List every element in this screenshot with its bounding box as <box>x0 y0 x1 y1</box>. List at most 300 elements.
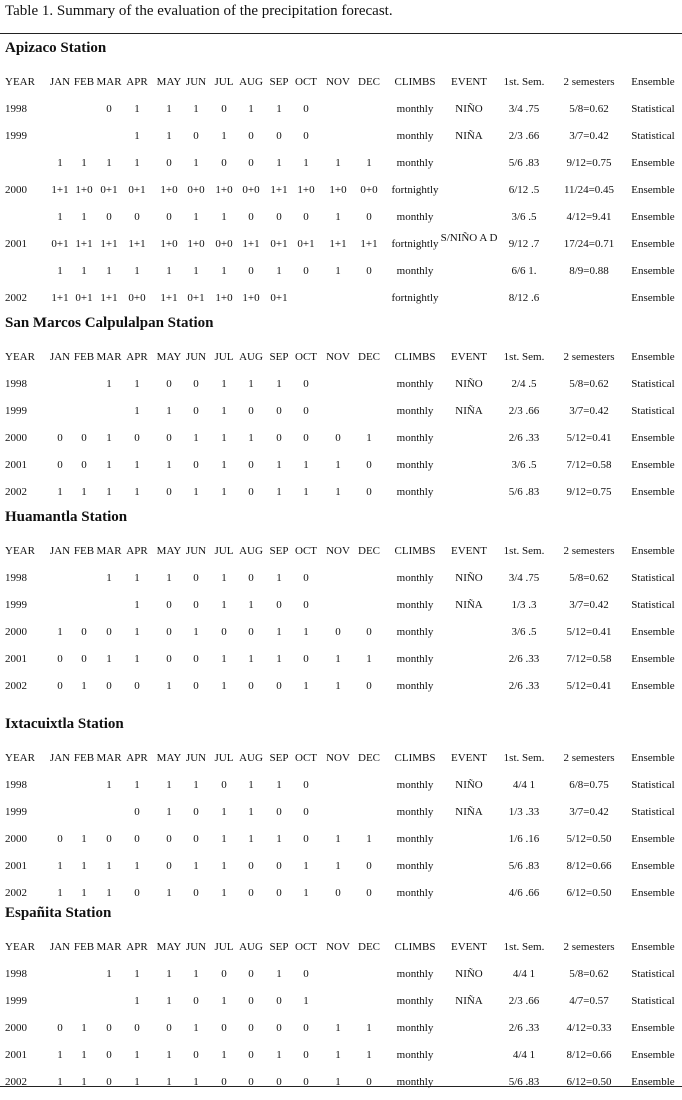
cell-month: 0 <box>276 211 282 223</box>
cell-month: 1 <box>303 626 309 638</box>
cell-climbs: monthly <box>396 1049 434 1061</box>
header-climbs: CLIMBS <box>394 545 436 557</box>
cell-month: 1+1 <box>270 184 288 196</box>
cell-ensemble: Statistical <box>631 599 675 611</box>
cell-ensemble: Ensemble <box>631 626 675 638</box>
cell-year: 2000 <box>5 432 27 444</box>
table-row <box>0 967 682 981</box>
header-month: APR <box>126 545 148 557</box>
cell-sem1: 9/12 .7 <box>508 238 540 250</box>
cell-sem2: 6/8=0.75 <box>569 779 609 791</box>
cell-month: 1 <box>221 806 227 818</box>
header-row <box>0 350 682 364</box>
cell-month: 0 <box>303 265 309 277</box>
cell-year: 2002 <box>5 680 27 692</box>
cell-sem1: 2/3 .66 <box>508 995 540 1007</box>
cell-month: 1 <box>57 486 63 498</box>
table-row <box>0 625 682 639</box>
header-month: NOV <box>326 752 350 764</box>
cell-month: 1+0 <box>297 184 315 196</box>
cell-month: 1 <box>221 432 227 444</box>
cell-month: 1 <box>193 1022 199 1034</box>
cell-month: 1 <box>276 572 282 584</box>
station-title: San Marcos Calpulalpan Station <box>5 315 214 331</box>
cell-month: 1+0 <box>215 292 233 304</box>
cell-sem1: 4/4 1 <box>512 779 536 791</box>
cell-ensemble: Ensemble <box>631 1076 675 1088</box>
cell-climbs: monthly <box>396 599 434 611</box>
cell-month: 1 <box>276 653 282 665</box>
cell-ensemble: Statistical <box>631 995 675 1007</box>
header-month: MAR <box>96 76 122 88</box>
cell-event: NIÑO <box>455 378 483 390</box>
table-row <box>0 778 682 792</box>
cell-month: 1 <box>366 432 372 444</box>
cell-month: 0 <box>193 378 199 390</box>
cell-month: 1 <box>166 995 172 1007</box>
cell-month: 1+0 <box>160 184 178 196</box>
cell-month: 1 <box>248 599 254 611</box>
cell-month: 0 <box>366 211 372 223</box>
cell-sem1: 5/6 .83 <box>508 486 540 498</box>
cell-month: 0 <box>276 680 282 692</box>
cell-month: 1 <box>81 265 87 277</box>
cell-month: 1 <box>276 626 282 638</box>
header-month: APR <box>126 351 148 363</box>
table-row <box>0 377 682 391</box>
cell-sem1: 4/4 1 <box>512 1049 536 1061</box>
header-climbs: CLIMBS <box>394 752 436 764</box>
cell-month: 1 <box>221 378 227 390</box>
cell-sem2: 6/12=0.50 <box>566 887 612 899</box>
table-row <box>0 431 682 445</box>
header-month: NOV <box>326 545 350 557</box>
cell-month: 0 <box>57 680 63 692</box>
cell-event: NIÑO <box>455 103 483 115</box>
cell-month: 1 <box>335 680 341 692</box>
cell-month: 1 <box>193 157 199 169</box>
header-ensemble: Ensemble <box>631 752 675 764</box>
cell-month: 1 <box>221 599 227 611</box>
cell-month: 1 <box>193 211 199 223</box>
cell-year: 2002 <box>5 486 27 498</box>
cell-month: 0 <box>106 626 112 638</box>
header-event: EVENT <box>450 351 488 363</box>
cell-month: 1 <box>335 653 341 665</box>
cell-ensemble: Statistical <box>631 130 675 142</box>
cell-climbs: monthly <box>396 887 434 899</box>
header-month: DEC <box>358 941 380 953</box>
cell-year: 2001 <box>5 459 27 471</box>
cell-month: 1 <box>335 486 341 498</box>
cell-month: 0 <box>81 626 87 638</box>
cell-month: 1+1 <box>360 238 378 250</box>
cell-month: 0+0 <box>215 238 233 250</box>
cell-year: 1999 <box>5 130 27 142</box>
cell-sem2: 5/8=0.62 <box>569 378 609 390</box>
cell-sem2: 7/12=0.58 <box>566 653 612 665</box>
header-month: NOV <box>326 76 350 88</box>
cell-sem1: 2/4 .5 <box>511 378 537 390</box>
cell-month: 1 <box>134 599 140 611</box>
cell-sem2: 5/12=0.41 <box>566 626 612 638</box>
cell-climbs: monthly <box>396 378 434 390</box>
cell-sem1: 4/4 1 <box>512 968 536 980</box>
header-month: JAN <box>49 545 71 557</box>
header-event: EVENT <box>450 76 488 88</box>
cell-month: 1 <box>106 486 112 498</box>
cell-month: 0 <box>303 211 309 223</box>
cell-month: 0 <box>366 860 372 872</box>
cell-year: 2000 <box>5 1022 27 1034</box>
header-ensemble: Ensemble <box>631 351 675 363</box>
cell-month: 1 <box>248 432 254 444</box>
cell-month: 1 <box>166 968 172 980</box>
cell-month: 1 <box>81 157 87 169</box>
header-event: EVENT <box>450 941 488 953</box>
header-year: YEAR <box>5 941 35 953</box>
table-row <box>0 679 682 693</box>
cell-event: NIÑA <box>455 405 483 417</box>
cell-month: 0 <box>248 887 254 899</box>
cell-month: 0 <box>248 459 254 471</box>
header-month: JAN <box>49 941 71 953</box>
cell-sem2: 8/12=0.66 <box>566 1049 612 1061</box>
header-event: EVENT <box>450 752 488 764</box>
cell-sem1: 1/3 .3 <box>511 599 537 611</box>
cell-sem1: 2/6 .33 <box>508 1022 540 1034</box>
cell-climbs: monthly <box>396 833 434 845</box>
cell-month: 1 <box>81 1049 87 1061</box>
cell-month: 0 <box>221 1076 227 1088</box>
cell-sem2: 9/12=0.75 <box>566 157 612 169</box>
cell-month: 1+0 <box>75 184 93 196</box>
table-row <box>0 485 682 499</box>
cell-month: 0 <box>303 432 309 444</box>
header-row <box>0 75 682 89</box>
cell-month: 0 <box>166 833 172 845</box>
cell-month: 0 <box>276 887 282 899</box>
cell-month: 0 <box>276 995 282 1007</box>
table-row <box>0 832 682 846</box>
cell-month: 1 <box>134 157 140 169</box>
cell-month: 0+0 <box>360 184 378 196</box>
header-month: DEC <box>358 351 380 363</box>
header-event: EVENT <box>450 545 488 557</box>
cell-month: 0 <box>248 995 254 1007</box>
cell-month: 1 <box>134 968 140 980</box>
cell-month: 1 <box>335 833 341 845</box>
cell-month: 1 <box>303 157 309 169</box>
cell-month: 0 <box>303 572 309 584</box>
header-sem1: 1st. Sem. <box>503 351 545 363</box>
cell-event: S/NIÑO A D <box>440 232 498 244</box>
cell-ensemble: Statistical <box>631 405 675 417</box>
cell-month: 0 <box>366 486 372 498</box>
cell-month: 0 <box>106 1049 112 1061</box>
cell-month: 0 <box>303 968 309 980</box>
cell-event: NIÑA <box>455 599 483 611</box>
cell-month: 0 <box>106 680 112 692</box>
cell-month: 0 <box>303 405 309 417</box>
cell-year: 2002 <box>5 1076 27 1088</box>
cell-month: 0 <box>166 1022 172 1034</box>
header-month: SEP <box>269 752 289 764</box>
cell-ensemble: Ensemble <box>631 887 675 899</box>
header-year: YEAR <box>5 545 35 557</box>
cell-month: 1 <box>134 653 140 665</box>
cell-ensemble: Ensemble <box>631 184 675 196</box>
cell-ensemble: Ensemble <box>631 432 675 444</box>
cell-month: 1 <box>81 833 87 845</box>
cell-year: 2000 <box>5 833 27 845</box>
cell-month: 1 <box>193 486 199 498</box>
station-title: Huamantla Station <box>5 509 128 525</box>
cell-month: 1 <box>221 405 227 417</box>
header-month: MAY <box>156 752 182 764</box>
cell-ensemble: Ensemble <box>631 265 675 277</box>
cell-sem1: 3/6 .5 <box>511 211 537 223</box>
table-row <box>0 598 682 612</box>
cell-month: 0+1 <box>187 292 205 304</box>
cell-sem1: 2/3 .66 <box>508 130 540 142</box>
cell-ensemble: Ensemble <box>631 860 675 872</box>
header-month: JAN <box>49 351 71 363</box>
cell-climbs: monthly <box>396 653 434 665</box>
cell-month: 1 <box>57 265 63 277</box>
header-month: OCT <box>295 545 317 557</box>
cell-year: 2000 <box>5 626 27 638</box>
cell-month: 1 <box>166 459 172 471</box>
cell-month: 1 <box>221 211 227 223</box>
cell-event: NIÑA <box>455 806 483 818</box>
header-month: SEP <box>269 941 289 953</box>
cell-climbs: monthly <box>396 995 434 1007</box>
cell-sem2: 3/7=0.42 <box>569 806 609 818</box>
cell-ensemble: Ensemble <box>631 211 675 223</box>
header-month: OCT <box>295 752 317 764</box>
header-month: JAN <box>49 752 71 764</box>
table-row <box>0 183 682 197</box>
header-month: APR <box>126 941 148 953</box>
cell-month: 1+0 <box>160 238 178 250</box>
cell-month: 0 <box>193 680 199 692</box>
header-sem2: 2 semesters <box>563 545 615 557</box>
cell-month: 0 <box>303 779 309 791</box>
cell-month: 0 <box>303 103 309 115</box>
cell-month: 0+1 <box>297 238 315 250</box>
cell-month: 1 <box>106 860 112 872</box>
cell-month: 1 <box>248 779 254 791</box>
cell-month: 0 <box>276 1022 282 1034</box>
cell-month: 1 <box>134 572 140 584</box>
cell-month: 1 <box>134 103 140 115</box>
cell-month: 1 <box>248 378 254 390</box>
cell-event: NIÑA <box>455 995 483 1007</box>
cell-month: 0 <box>248 211 254 223</box>
cell-month: 0 <box>193 130 199 142</box>
cell-month: 0+0 <box>242 184 260 196</box>
cell-month: 1 <box>166 572 172 584</box>
cell-month: 1 <box>335 157 341 169</box>
cell-month: 1 <box>335 459 341 471</box>
table-row <box>0 156 682 170</box>
header-climbs: CLIMBS <box>394 351 436 363</box>
cell-climbs: monthly <box>396 432 434 444</box>
header-month: APR <box>126 76 148 88</box>
cell-month: 1+1 <box>242 238 260 250</box>
cell-month: 0+1 <box>75 292 93 304</box>
cell-month: 0 <box>134 806 140 818</box>
cell-month: 1 <box>134 1076 140 1088</box>
cell-climbs: monthly <box>396 459 434 471</box>
cell-month: 1 <box>166 887 172 899</box>
cell-month: 1 <box>134 130 140 142</box>
cell-month: 1 <box>248 833 254 845</box>
cell-month: 0 <box>303 378 309 390</box>
cell-month: 0+1 <box>100 184 118 196</box>
cell-sem1: 2/3 .66 <box>508 405 540 417</box>
cell-month: 0 <box>106 211 112 223</box>
cell-sem2: 11/24=0.45 <box>563 184 615 196</box>
cell-month: 0 <box>366 265 372 277</box>
cell-year: 1998 <box>5 968 27 980</box>
table-row <box>0 652 682 666</box>
cell-month: 0 <box>166 157 172 169</box>
cell-sem2: 5/12=0.41 <box>566 680 612 692</box>
cell-month: 1 <box>335 860 341 872</box>
header-month: AUG <box>239 752 263 764</box>
cell-month: 0 <box>303 1022 309 1034</box>
cell-month: 1 <box>106 779 112 791</box>
cell-month: 0 <box>193 1049 199 1061</box>
cell-ensemble: Ensemble <box>631 486 675 498</box>
cell-month: 0 <box>248 572 254 584</box>
cell-month: 0 <box>166 432 172 444</box>
cell-month: 1 <box>303 459 309 471</box>
header-month: SEP <box>269 351 289 363</box>
cell-month: 0 <box>303 599 309 611</box>
cell-month: 1+0 <box>242 292 260 304</box>
table-row <box>0 264 682 278</box>
cell-month: 0 <box>193 833 199 845</box>
cell-month: 1 <box>276 779 282 791</box>
cell-ensemble: Ensemble <box>631 1022 675 1034</box>
cell-year: 2002 <box>5 292 27 304</box>
header-sem2: 2 semesters <box>563 76 615 88</box>
cell-month: 1 <box>57 887 63 899</box>
cell-month: 1 <box>193 860 199 872</box>
cell-month: 0 <box>166 653 172 665</box>
header-month: FEB <box>73 752 95 764</box>
cell-year: 2001 <box>5 860 27 872</box>
cell-month: 0 <box>303 1049 309 1061</box>
cell-month: 0 <box>248 157 254 169</box>
cell-sem2: 3/7=0.42 <box>569 405 609 417</box>
cell-month: 1 <box>106 378 112 390</box>
cell-month: 0 <box>366 626 372 638</box>
cell-month: 1 <box>106 432 112 444</box>
cell-month: 1 <box>248 806 254 818</box>
cell-month: 0 <box>248 1049 254 1061</box>
cell-month: 0 <box>221 103 227 115</box>
cell-month: 1 <box>193 1076 199 1088</box>
cell-month: 0 <box>193 806 199 818</box>
cell-climbs: monthly <box>396 779 434 791</box>
cell-month: 1 <box>335 1076 341 1088</box>
table-row <box>0 232 682 251</box>
cell-month: 0 <box>134 432 140 444</box>
cell-sem2: 9/12=0.75 <box>566 486 612 498</box>
cell-sem2: 17/24=0.71 <box>563 238 615 250</box>
cell-month: 0 <box>106 1076 112 1088</box>
cell-ensemble: Statistical <box>631 378 675 390</box>
cell-month: 1 <box>335 1049 341 1061</box>
cell-month: 0 <box>134 833 140 845</box>
cell-sem1: 1/6 .16 <box>508 833 540 845</box>
cell-year: 2002 <box>5 887 27 899</box>
station-title: Españita Station <box>5 905 112 921</box>
cell-month: 1 <box>134 405 140 417</box>
cell-month: 1 <box>57 1076 63 1088</box>
cell-month: 0 <box>276 405 282 417</box>
cell-month: 0 <box>57 459 63 471</box>
cell-month: 1 <box>276 833 282 845</box>
cell-sem1: 6/12 .5 <box>508 184 540 196</box>
cell-month: 1+1 <box>51 184 69 196</box>
cell-month: 0 <box>303 130 309 142</box>
header-month: JUN <box>185 545 207 557</box>
table-row <box>0 458 682 472</box>
cell-sem1: 2/6 .33 <box>508 680 540 692</box>
cell-month: 0 <box>134 211 140 223</box>
cell-month: 0 <box>248 680 254 692</box>
cell-sem2: 7/12=0.58 <box>566 459 612 471</box>
header-month: MAY <box>156 941 182 953</box>
cell-month: 0 <box>303 1076 309 1088</box>
cell-month: 0 <box>366 680 372 692</box>
cell-month: 1 <box>221 1049 227 1061</box>
cell-sem2: 4/7=0.57 <box>569 995 609 1007</box>
cell-month: 1 <box>134 995 140 1007</box>
cell-month: 1 <box>335 1022 341 1034</box>
cell-year: 2001 <box>5 238 27 250</box>
cell-month: 1 <box>134 378 140 390</box>
cell-sem1: 5/6 .83 <box>508 1076 540 1088</box>
cell-event: NIÑO <box>455 968 483 980</box>
cell-month: 1 <box>81 1022 87 1034</box>
cell-sem1: 3/4 .75 <box>508 572 540 584</box>
cell-month: 1+1 <box>75 238 93 250</box>
cell-sem1: 2/6 .33 <box>508 653 540 665</box>
cell-month: 1 <box>166 680 172 692</box>
table-caption: Table 1. Summary of the evaluation of the precipitation forecast. <box>5 3 393 19</box>
cell-year: 1998 <box>5 779 27 791</box>
header-month: JUN <box>185 351 207 363</box>
cell-year: 1998 <box>5 378 27 390</box>
cell-month: 1 <box>81 211 87 223</box>
cell-month: 1 <box>166 103 172 115</box>
cell-month: 0 <box>57 653 63 665</box>
header-month: JUN <box>185 941 207 953</box>
cell-month: 1 <box>134 265 140 277</box>
cell-ensemble: Ensemble <box>631 1049 675 1061</box>
cell-month: 0 <box>248 265 254 277</box>
cell-sem2: 5/8=0.62 <box>569 968 609 980</box>
cell-month: 1 <box>248 103 254 115</box>
cell-month: 1 <box>276 265 282 277</box>
header-month: APR <box>126 752 148 764</box>
